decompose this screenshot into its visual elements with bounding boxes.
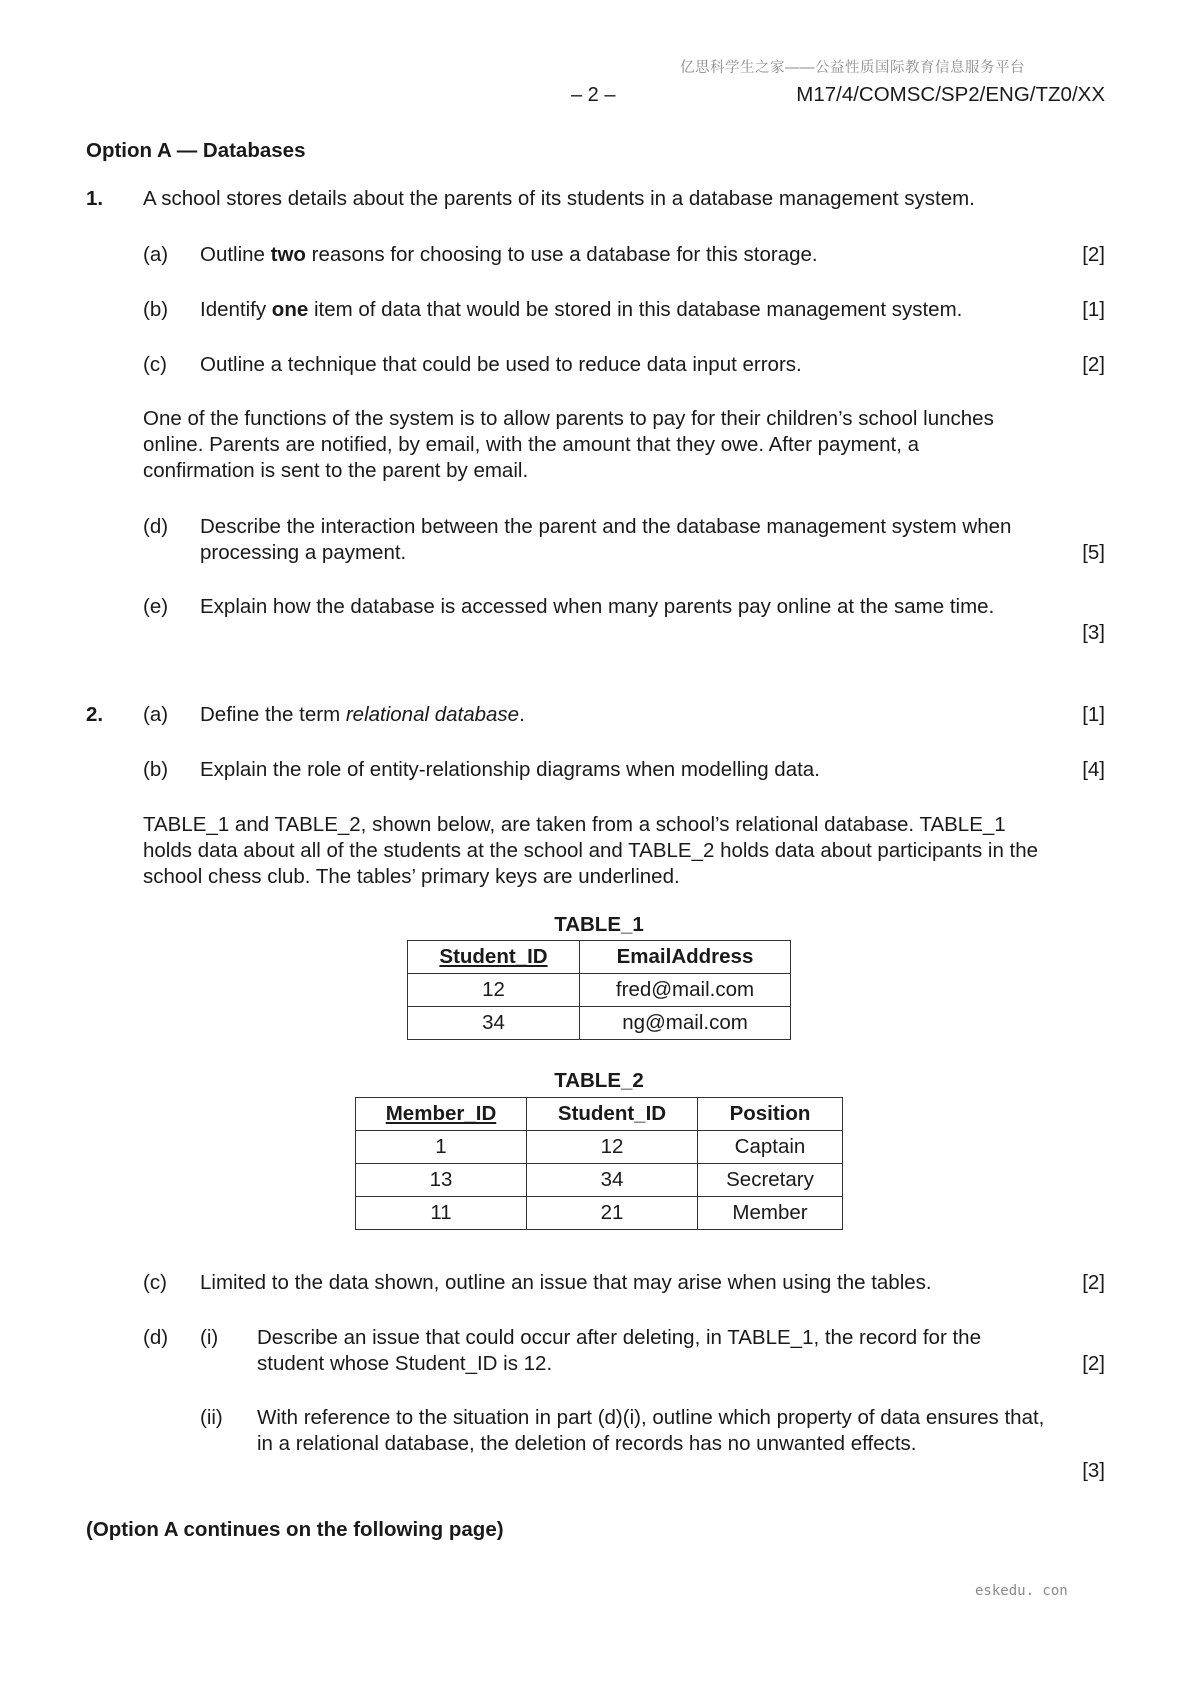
table-cell: 34 xyxy=(527,1164,698,1197)
table-cell: 34 xyxy=(408,1007,580,1040)
q2d-ii-label: (ii) xyxy=(200,1406,223,1429)
question-2-number: 2. xyxy=(86,703,104,726)
table-cell: 13 xyxy=(356,1164,527,1197)
table-cell: 12 xyxy=(527,1131,698,1164)
table-cell: Member xyxy=(698,1197,843,1230)
table-1-header-row xyxy=(408,941,791,974)
q2c-label: (c) xyxy=(143,1271,167,1294)
table-1-header-student-id: Student_ID xyxy=(408,941,580,974)
table-1-header-email: EmailAddress xyxy=(580,941,791,974)
table-cell: 21 xyxy=(527,1197,698,1230)
table-row xyxy=(356,1197,843,1230)
q2a-text: Define the term relational database. xyxy=(200,703,525,726)
watermark-text: 亿思科学生之家——公益性质国际教育信息服务平台 xyxy=(680,60,1025,76)
table-cell: fred@mail.com xyxy=(580,974,791,1007)
q2b-label: (b) xyxy=(143,758,169,781)
table-row xyxy=(408,1007,791,1040)
table-cell: Captain xyxy=(698,1131,843,1164)
q1e-marks: [3] xyxy=(1082,621,1105,644)
option-heading: Option A — Databases xyxy=(86,139,306,162)
q1d-marks: [5] xyxy=(1082,541,1105,564)
table-cell: 11 xyxy=(356,1197,527,1230)
table-cell: Secretary xyxy=(698,1164,843,1197)
q2d-label: (d) xyxy=(143,1326,169,1349)
table-cell: ng@mail.com xyxy=(580,1007,791,1040)
table-2 xyxy=(355,1097,843,1230)
q1a-text: Outline two reasons for choosing to use a database for this storage. xyxy=(200,243,818,266)
q1c-label: (c) xyxy=(143,353,167,376)
q2-context: TABLE_1 and TABLE_2, shown below, are taken from a school’s relational database. TABLE_1 holds data about all of the students at the school and TABLE_2 holds data about participants in the school chess club. The tables’ primary keys are underlined. xyxy=(143,813,1039,888)
table-1-caption: TABLE_1 xyxy=(554,913,644,936)
q1d-text: Describe the interaction between the parent and the database management system when processing a payment. xyxy=(200,515,1012,564)
table-2-header-row xyxy=(356,1098,843,1131)
continues-note: (Option A continues on the following page) xyxy=(86,1518,504,1541)
q1a-label: (a) xyxy=(143,243,169,266)
q2d-i-marks: [2] xyxy=(1082,1352,1105,1375)
q1b-label: (b) xyxy=(143,298,169,321)
q1c-text: Outline a technique that could be used to reduce data input errors. xyxy=(200,353,802,376)
q2d-i-text: Describe an issue that could occur after deleting, in TABLE_1, the record for the student whose Student_ID is 12. xyxy=(257,1326,981,1375)
q1b-marks: [1] xyxy=(1082,298,1105,321)
q1d-label: (d) xyxy=(143,515,169,538)
question-1-number: 1. xyxy=(86,187,104,210)
q1a-marks: [2] xyxy=(1082,243,1105,266)
table-cell: 12 xyxy=(408,974,580,1007)
table-row xyxy=(408,974,791,1007)
table-2-header-student-id: Student_ID xyxy=(527,1098,698,1131)
q2b-marks: [4] xyxy=(1082,758,1105,781)
q2c-marks: [2] xyxy=(1082,1271,1105,1294)
q2a-marks: [1] xyxy=(1082,703,1105,726)
q2b-text: Explain the role of entity-relationship diagrams when modelling data. xyxy=(200,758,820,781)
question-1-stem: A school stores details about the parents of its students in a database management system. xyxy=(143,187,975,210)
table-row xyxy=(356,1164,843,1197)
footer-site-watermark: eskedu. con xyxy=(975,1583,1068,1599)
q1c-marks: [2] xyxy=(1082,353,1105,376)
q2a-label: (a) xyxy=(143,703,169,726)
q1e-text: Explain how the database is accessed when many parents pay online at the same time. xyxy=(200,595,995,618)
page-number: – 2 – xyxy=(571,84,616,106)
q2d-ii-marks: [3] xyxy=(1082,1459,1105,1482)
table-cell: 1 xyxy=(356,1131,527,1164)
table-2-header-position: Position xyxy=(698,1098,843,1131)
paper-code: M17/4/COMSC/SP2/ENG/TZ0/XX xyxy=(796,83,1105,106)
q2c-text: Limited to the data shown, outline an issue that may arise when using the tables. xyxy=(200,1271,932,1294)
table-2-header-member-id: Member_ID xyxy=(356,1098,527,1131)
table-row xyxy=(356,1131,843,1164)
q1e-label: (e) xyxy=(143,595,169,618)
q1b-text: Identify one item of data that would be stored in this database management system. xyxy=(200,298,963,321)
table-2-caption: TABLE_2 xyxy=(554,1069,644,1092)
q2d-i-label: (i) xyxy=(200,1326,219,1349)
table-1 xyxy=(407,940,791,1040)
q2d-ii-text: With reference to the situation in part (d)(i), outline which property of data ensures that, in a relational database, the deletion of records has no unwanted effects. xyxy=(257,1406,1045,1455)
q1-context: One of the functions of the system is to allow parents to pay for their children’s school lunches online. Parents are notified, by email, with the amount that they owe. After payment, a confirmation is sent to the parent by email. xyxy=(143,407,994,482)
